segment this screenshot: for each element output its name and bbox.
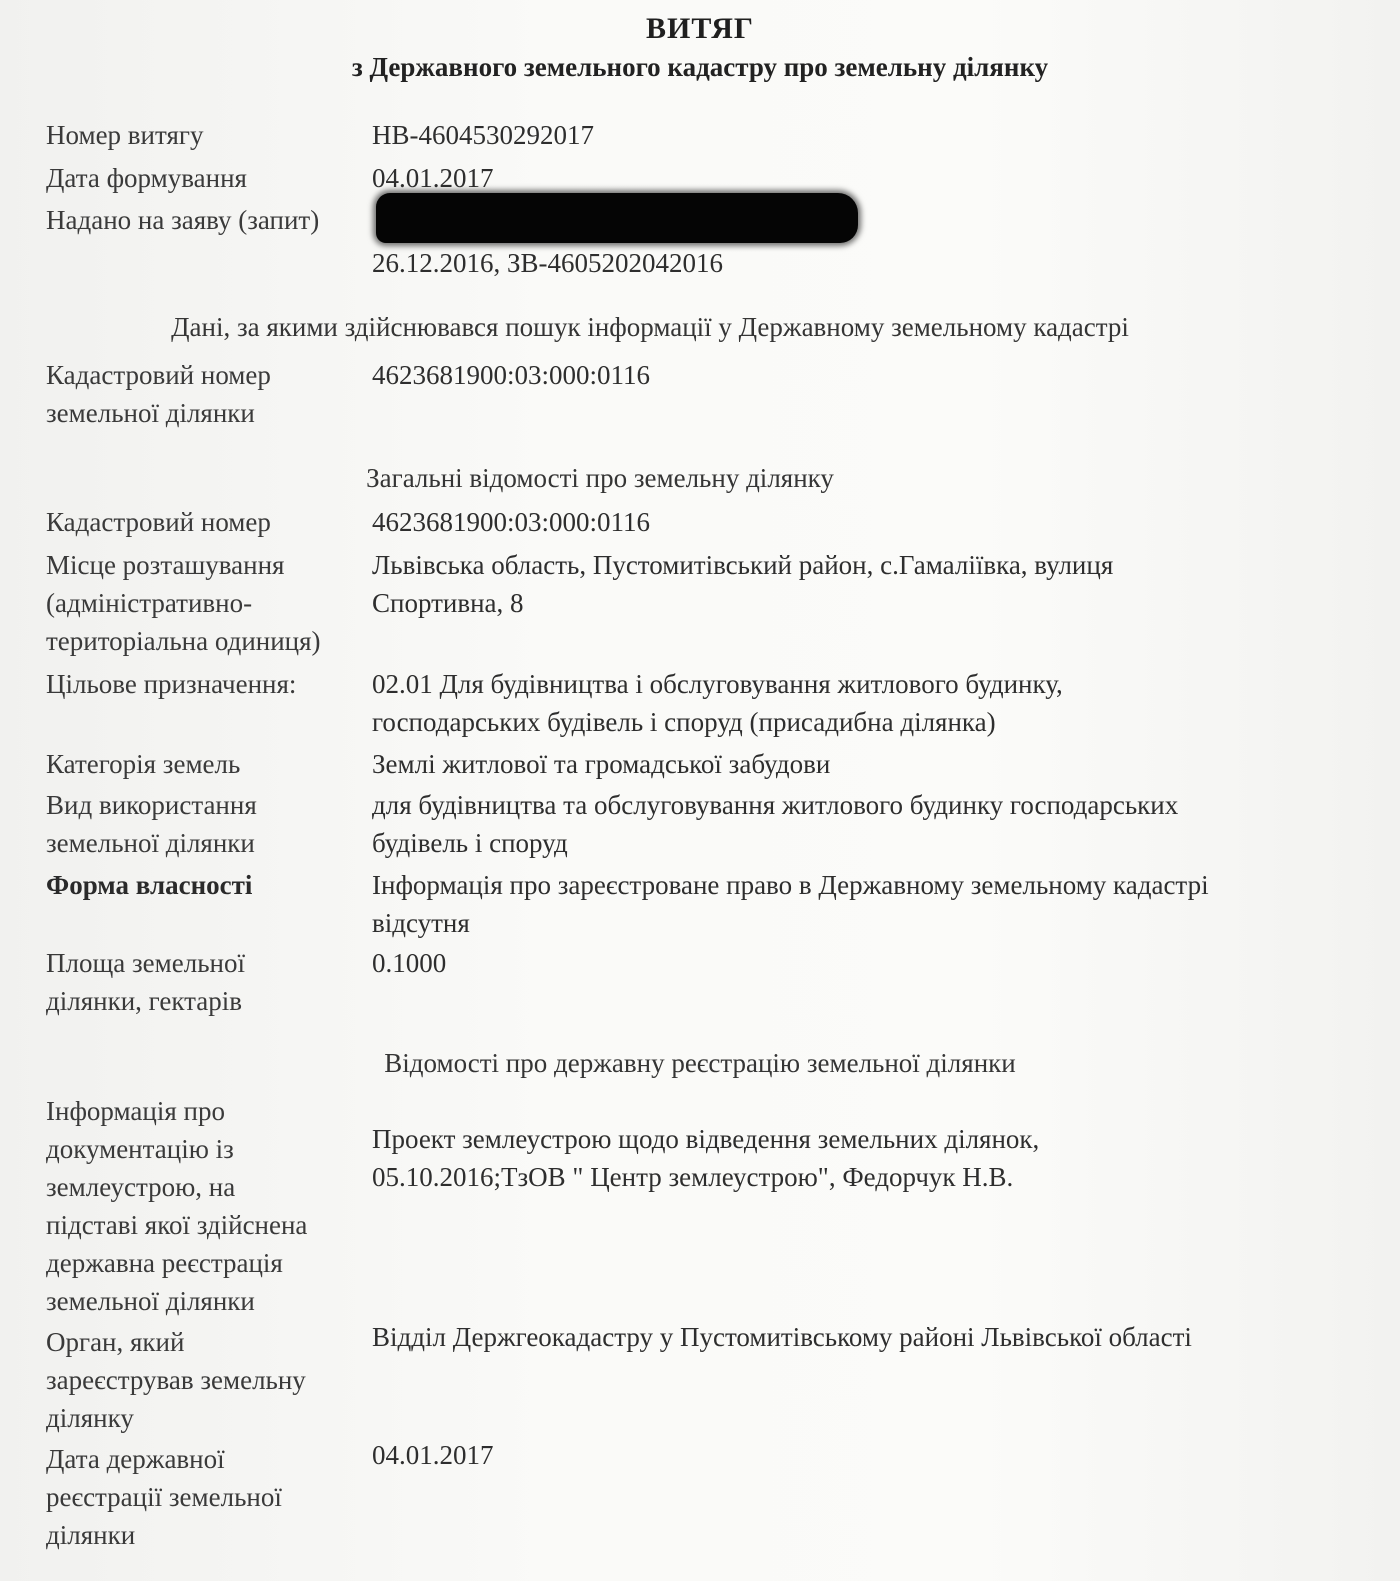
document-title: ВИТЯГ [646, 12, 754, 45]
authority-label-line3: ділянку [46, 1403, 134, 1433]
general-cadastral-label: Кадастровий номер [46, 507, 271, 537]
ownership-value-line1: Інформація про зареєстроване право в Державному земельному кадастрі [372, 870, 1209, 900]
doc-label-line2: документацію із [46, 1134, 234, 1164]
reg-date-value: 04.01.2017 [372, 1440, 494, 1470]
usage-value-line2: будівель і споруд [372, 828, 568, 858]
area-label-line2: ділянки, гектарів [46, 986, 242, 1016]
search-cadastral-label-line2: земельної ділянки [46, 398, 255, 428]
authority-label-line2: зареєстрував земельну [46, 1365, 306, 1395]
general-section-heading: Загальні відомості про земельну ділянку [366, 463, 834, 493]
doc-label-line3: землеустрою, на [46, 1172, 236, 1202]
search-section-heading: Дані, за якими здійснювався пошук інформації у Державному земельному кадастрі [171, 312, 1129, 342]
ownership-label: Форма власності [46, 870, 253, 900]
area-label-line1: Площа земельної [46, 948, 245, 978]
location-value-line2: Спортивна, 8 [372, 588, 524, 618]
request-label: Надано на заяву (запит) [46, 205, 320, 235]
doc-label-line5: державна реєстрація [46, 1248, 283, 1278]
extract-date-value: 04.01.2017 [372, 163, 494, 193]
doc-value-line2: 05.10.2016;ТзОВ " Центр землеустрою", Федорчук Н.В. [372, 1162, 1014, 1192]
location-label-line2: (адміністративно- [46, 588, 253, 618]
doc-label-line6: земельної ділянки [46, 1286, 255, 1316]
authority-value: Відділ Держгеокадастру у Пустомитівському районі Львівської області [372, 1322, 1192, 1352]
doc-label-line4: підставі якої здійснена [46, 1210, 308, 1240]
search-cadastral-value: 4623681900:03:000:0116 [372, 360, 651, 390]
category-value: Землі житлової та громадської забудови [372, 749, 831, 779]
location-label-line1: Місце розташування [46, 550, 285, 580]
ownership-value-line2: відсутня [372, 908, 470, 938]
request-value: 26.12.2016, ЗВ-4605202042016 [372, 248, 724, 278]
authority-label-line1: Орган, який [46, 1327, 185, 1357]
extract-number-value: НВ-4604530292017 [372, 120, 594, 150]
location-value-line1: Львівська область, Пустомитівський район, с.Гамаліївка, вулиця [372, 550, 1114, 580]
reg-date-label-line1: Дата державної [46, 1444, 225, 1474]
doc-value-line1: Проект землеустрою щодо відведення земельних ділянок, [372, 1124, 1040, 1154]
usage-value-line1: для будівництва та обслуговування житлового будинку господарських [372, 790, 1179, 820]
general-cadastral-value: 4623681900:03:000:0116 [372, 507, 651, 537]
search-cadastral-label-line1: Кадастровий номер [46, 360, 271, 390]
extract-number-label: Номер витягу [46, 120, 204, 150]
doc-label-line1: Інформація про [46, 1096, 225, 1126]
registration-section-heading: Відомості про державну реєстрацію земельної ділянки [384, 1048, 1016, 1078]
location-label-line3: територіальна одиниця) [46, 626, 321, 656]
purpose-value-line2: господарських будівель і споруд (присадибна ділянка) [372, 707, 996, 737]
area-value: 0.1000 [372, 948, 447, 978]
document-subtitle: з Державного земельного кадастру про земельну ділянку [351, 52, 1049, 82]
purpose-label: Цільове призначення: [46, 669, 297, 699]
category-label: Категорія земель [46, 749, 241, 779]
reg-date-label-line2: реєстрації земельної [46, 1482, 282, 1512]
redaction-bar [376, 193, 858, 243]
purpose-value-line1: 02.01 Для будівництва і обслуговування житлового будинку, [372, 669, 1063, 699]
usage-label-line1: Вид використання [46, 790, 257, 820]
usage-label-line2: земельної ділянки [46, 828, 255, 858]
extract-date-label: Дата формування [46, 163, 247, 193]
reg-date-label-line3: ділянки [46, 1520, 136, 1550]
